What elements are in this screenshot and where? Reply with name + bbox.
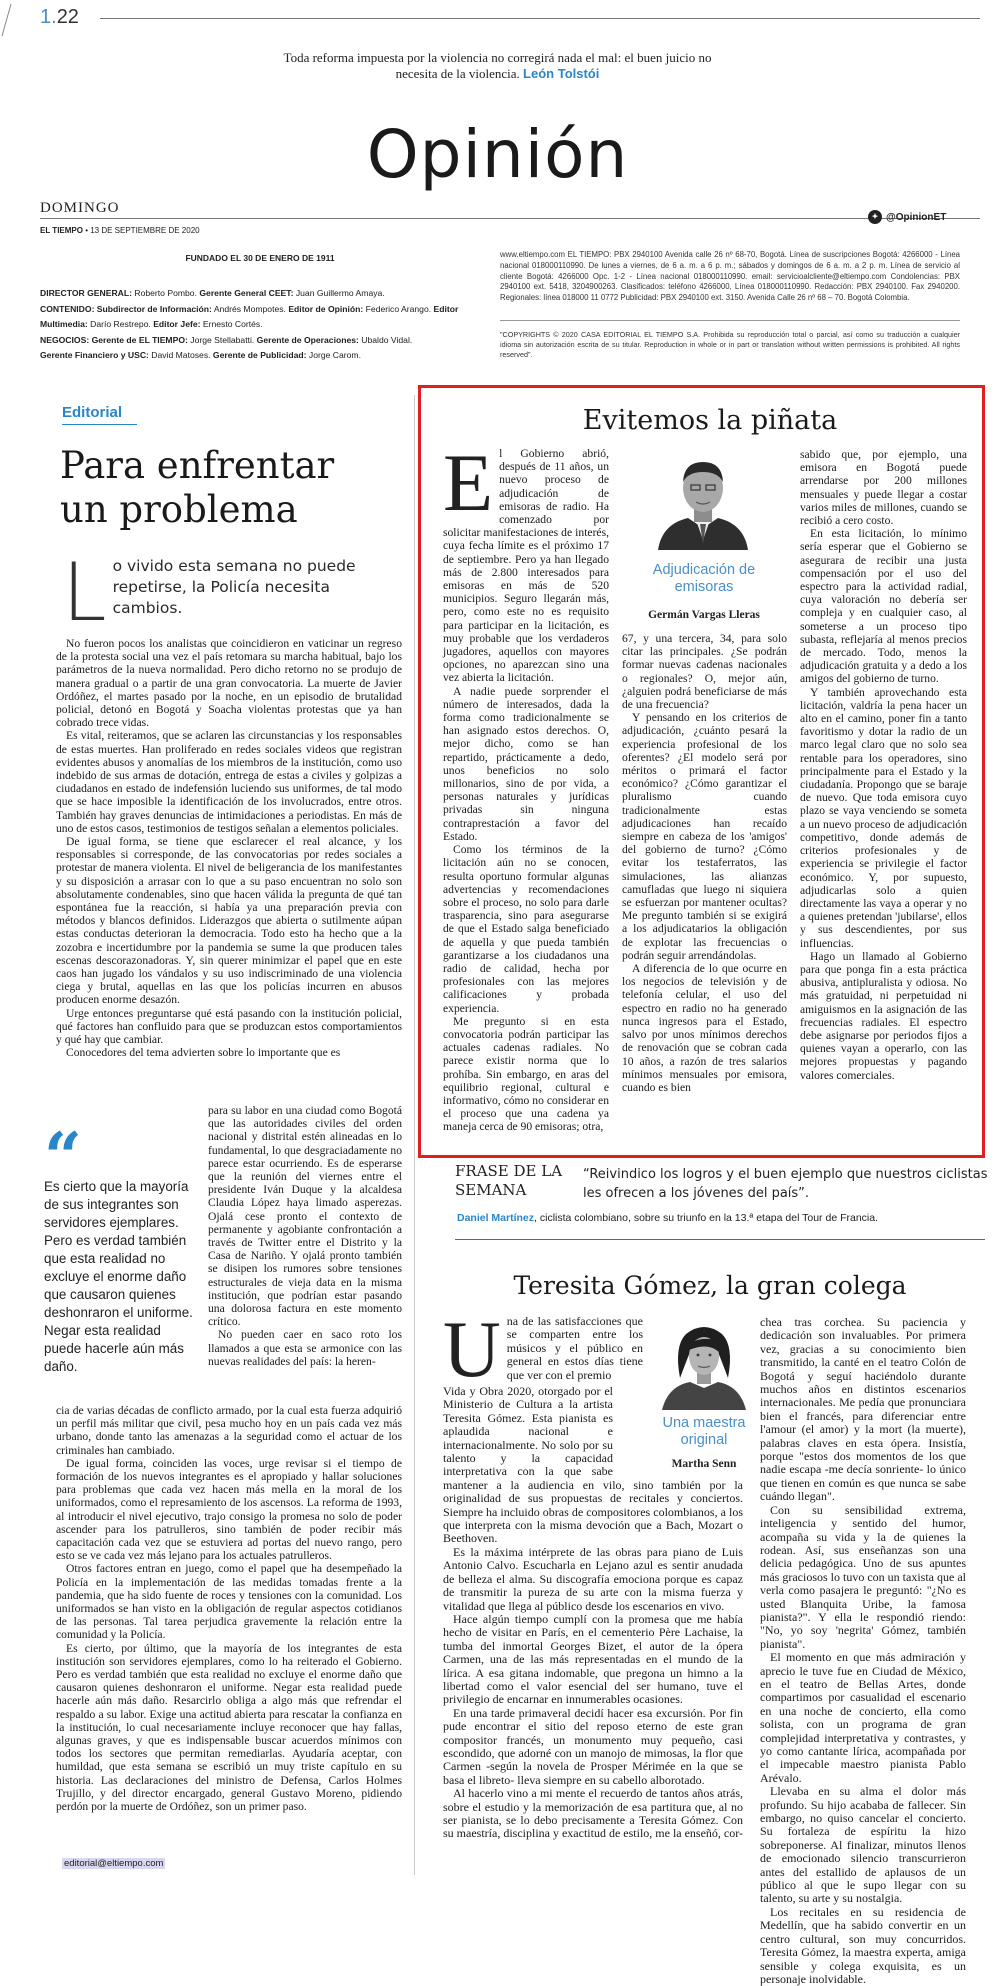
staff-name: Ubaldo Vidal. [361, 334, 413, 345]
editorial-lead [62, 546, 382, 639]
column1-col3 [800, 448, 967, 1142]
dateline [40, 226, 200, 235]
column2-title: Teresita Gómez, la gran colega [513, 1271, 907, 1300]
column1-paragraph: sabido que, por ejemplo, una emisora en Bogotá puede arrendarse por 200 millones mensuales y puede llegar a costar varios miles de millones, cuando se recibió a cero costo. [800, 448, 967, 528]
column2-paragraph: El momento en que más admiración y aprecio le tuve fue en Ciudad de México, en el teatro de Bellas Artes, donde compartimos por casualidad el escenario en una noche de concierto, ella como solista, con un programa de gran complejidad interpretativa y contrastes, y yo como cantante lírica, acompañada por el impecable maestro pianista Pablo Arévalo. [760, 1650, 966, 1785]
page-number [40, 6, 79, 29]
editorial-paragraph: Es vital, reiteramos, que se aclaren las circunstancias y los responsables de estas muertes. Han proliferado en redes sociales videos que registran evidentes abusos y anomalías de los miembros de la institución, como uso indebido de sus armas de dotación, entrega de estas a civiles y golpizas a ciudadanos en estado de indefensión luciendo sus uniformes, de tal modo que se hace imposible la identificación de los involucrados, entre otros. También hay graves denuncias de intimidaciones a periodistas. En más de uno de estos casos, testimonios de testigos señalan a elementos policiales. [56, 729, 402, 835]
column2-subtitle: Una maestra original [662, 1415, 746, 1448]
column1-title: Evitemos la piñata [582, 405, 838, 436]
column2-paragraph: Al hacerlo vino a mi mente el recuerdo de tantos años atrás, sobre el estudio y la memorización de esa partitura que, al no ser pianista, se lo debo precisamente a Teresita Gómez. Con su maestría, disciplina y exactitud de estilo, me la enseñó, cor- [443, 1786, 743, 1841]
twitter-handle-text: @OpinionET [886, 211, 947, 223]
staff-line-1 [40, 286, 480, 302]
column1-col1 [443, 437, 609, 1142]
column2-col1 [443, 1385, 743, 1877]
column2-paragraph: En una tarde primaveral decidí hacer esa excursión. Por fin pude encontrar el sitio del reposo eterno de este gran compositor francés, un monumento muy pequeño, casi escondido, que adorné con un manojo de mimosas, la flor que Carmen -según la novela de Prosper Mérimée en la que se basa el libreto- lleva siempre en su cabello alborotado. [443, 1705, 743, 1787]
column1-paragraph: A diferencia de lo que ocurre en los negocios de televisión y de telefonía celular, el uso del espectro en radio no ha generado nunca ingresos para el Estado, salvo por unos mínimos derechos de renovación que se cobran cada 10 años, a razón de tres salarios mínimos mensuales por emisora, cuando es bien [622, 962, 787, 1094]
staff-name: Roberto Pombo. [134, 288, 197, 298]
frase-box [455, 1162, 991, 1234]
editorial-paragraph: Urge entonces preguntarse qué está pasando con la institución policial, qué factores han confluido para que se produzcan estos comportamientos y qué hay que cambiar. [56, 1006, 402, 1047]
editorial-title: Para enfrentar un problema [60, 444, 335, 531]
day-label: DOMINGO [40, 200, 120, 216]
date-rule [40, 218, 980, 219]
frase-author: Daniel Martínez [457, 1212, 535, 1224]
editorial-paragraph: No fueron pocos los analistas que coincidieron en vaticinar un regreso de la protesta social una vez el país retomara su marcha habitual, bajo los parámetros de la nueva normalidad. Pero dicho retorno no se produjo de manera gradual o a partir de una gran convocatoria. La muerte de Javier Ordóñez, el martes pasado por la noche, en un episodio de brutalidad policial, detonó en Bogotá y Soacha violentas protestas que ya han cobrado trece vidas. [56, 637, 402, 730]
staff-name: David Matoses. [151, 350, 211, 360]
column1-lead [443, 437, 609, 685]
staff-name: Jorge Stellabatti. [190, 334, 255, 345]
staff-label: Gerente de Operaciones: [256, 334, 359, 345]
column2-paragraph: Los recitales en su residencia de Medellín, que ha sabido convertir en un centro cultural, son muy concurridos. Teresita Gómez, la maestra experta, amiga sensible y colega exquisita, es un personaje inolvidable. [760, 1904, 966, 1986]
editorial-email[interactable]: editorial@eltiempo.com [64, 1858, 164, 1869]
staff-name: Federico Arango. [365, 303, 432, 314]
editorial-lead-text: o vivido esta semana no puede repetirse, la Policía necesita cambios. [112, 557, 356, 617]
staff-name: Jorge Carom. [308, 350, 361, 360]
column1-lead-text: l Gobierno abrió, después de 11 años, un nuevo proceso de adjudicación de emisoras de radio. Ha comenzado por solicitar manifestaciones de interés, cuya fecha límite es el próximo 17 de septiembre. Pero ya han llegado más de 2.800 interesados para emisoras en más de 520 municipios. Seguro llegarán más, pero, como este no es requisito para participar en la licitación, es muy probable que los verdaderos jugadores, aquellos con mayores opciones, no aparezcan sino una vez abierta la licitación. [443, 447, 609, 685]
column2-author: Martha Senn [671, 1458, 737, 1470]
kicker-rule [62, 424, 137, 425]
twitter-icon: ✦ [868, 210, 882, 224]
column-separator [414, 395, 415, 1875]
column1-paragraph: Hago un llamado al Gobierno para que ponga fin a esta práctica abusiva, antipluralista y odiosa. No más gratuidad, ni perpetuidad ni amiguismos en la asignación de las frecuencias radiales. El espectro debe asignarse por periodos fijos a quienes vayan a operarlo, con las mejores propuestas y pagando valores comerciales. [800, 949, 967, 1082]
contact-block: www.eltiempo.com EL TIEMPO: PBX 2940100 Avenida calle 26 nº 68-70, Bogotá. Línea de suscripciones Bogotá: 4266000 - Línea nacional 018000110990. De lunes a viernes, de 6 a. m. a 6 p. m.; sábados y domingos de 6 a. m. a 2 p. m. Línea de servicio al cliente Bogotá: 4266000 Opc. 1-2 - Línea nacional 018000110990. email: servicioalcliente@eltiempo.com Condolencias: PBX 2940100 ext. 5418, 3204900263. Clasificados: teléfono 4266000, Línea 018000110990. Redacción: PBX 2940100. Fax 2940200. Regionales: línea 018000 11 0772 Publicidad: PBX 2940100 ext. 3150. Avenida Calle 26 nº 68 – 70. Bogotá Colombia. [500, 250, 960, 303]
top-rule [100, 18, 980, 19]
staff-label: Gerente General CEET: [199, 288, 294, 298]
editorial-paragraph: cia de varias décadas de conflicto armado, por la cual esta fuerza adquirió un perfil más militar que civil, pesa mucho hoy en un país cada vez más urbano, donde tanto las amenazas a la seguridad como el actuar de los criminales han cambiado. [56, 1404, 402, 1457]
brand-name: EL TIEMPO [40, 226, 83, 235]
editorial-paragraph: Otros factores entran en juego, como el papel que ha desempeñado la Policía en la implementación de las medidas tomadas frente a la pandemia, que ha sido fuente de roces y tensiones con la comunidad. Los uniformados se han visto en la obligación de regular aspectos cotidianos de las personas. Tal tarea perjudica gravemente la relación entre la comunidad y la Policía. [56, 1562, 402, 1642]
frase-rule [455, 1239, 985, 1240]
staff-line-4 [40, 348, 480, 364]
editorial-body-top [56, 637, 402, 1104]
masthead-staff [40, 286, 480, 364]
editorial-paragraph: De igual forma, se tiene que esclarecer el real alcance, y los responsables si corresponde, de las convocatorias por redes sociales a protestar de manera violenta. El nivel de beligerancia de los manifestantes y su disposición a arrasar con lo que a su paso encuentran no solo son absolutamente condenables, sino que hacen válida la pregunta de qué tan espontánea fue la reacción, si había ya una preparación previa con métodos y blancos definidos. Liderazgos que abierta o sutilmente aúpan estas conductas deterioran la democracia. Todo esto ha hecho que a la zozobra e incertidumbre por la pandemia se sume la que producen tales escenas descorazonadoras. Y, sin querer minimizar el papel que en este caos han jugado los vándalos y su uso indiscriminado de una violencia ciega y brutal, aquellas en las que los policías incurren en abusos producen enorme desazón. [56, 835, 402, 1007]
editorial-paragraph: De igual forma, coinciden las voces, urge revisar si el tiempo de formación de los nuevos integrantes es el apropiado y hallar soluciones para problemas que cada vez hacen más mella en la moral de los uniformados, como el represamiento de los ascensos. La reforma de 1993, al introducir el nivel ejecutivo, trajo consigo la promesa no solo de poder ascender para los patrulleros, sino también de poder recibir más capacitación cada vez que se estuviera ad portas del nuevo rango, pero esto se ve cada vez más lejano para los actuales patrulleros. [56, 1456, 402, 1563]
frase-quote: “Reivindico los logros y el buen ejemplo que nuestros ciclistas les ofrecen a los jóvenes del país”. [583, 1167, 988, 1201]
column2-paragraph: Hace algún tiempo cumplí con la promesa que me había hecho de visitar en París, en el cementerio Père Lachaise, la tumba del inmortal Georges Bizet, el autor de la ópera Carmen, una de las más representadas en el mundo de la lírica. A esa gitana indomable, que pregona un himno a la libertad como el valor esencial del ser humano, tuve el privilegio de encarnar en innumerables ocasiones. [443, 1611, 743, 1707]
staff-label: Gerente de Publicidad: [212, 350, 307, 360]
page-corner-mark [0, 0, 12, 40]
column1-col2 [622, 632, 787, 1142]
staff-name: Andrés Mompotes. [213, 303, 286, 314]
staff-label: DIRECTOR GENERAL: [40, 288, 132, 298]
frase-label: FRASE DE LA SEMANA [455, 1162, 563, 1199]
column1-paragraph: Y también aprovechando esta licitación, valdría la pena hacer un alto en el camino, poner fin a tanto favoritismo y dotar la radio de un marco legal claro que no solo sea rentable para los operadores, sino principalmente para el Estado y la ciudadanía. Propongo que se baraje de nuevo. Que toda emisora cuyo plazo se vaya venciendo se someta a un nuevo proceso de adjudicación competitivo, donde además de criterios profesionales y de experiencia se privilegie el factor económico. Y, por supuesto, adjudicarlas solo a quien directamente las vaya a operar y no a quienes pretendan 'jubilarse', ellos y sus descendientes, por sus influencias. [800, 685, 967, 950]
editorial-paragraph: para su labor en una ciudad como Bogotá que las autoridades civiles del orden nacional y distrital estén alineadas en lo fundamental, lo que desgraciadamente no parece estar ocurriendo. Es de esperarse que la reunión del viernes entre el presidente Iván Duque y la alcaldesa Claudia López haya limado asperezas. Ojalá cese pronto el contexto de permanente y agobiante confrontación a través de Twitter entre el Distrito y la Casa de Nariño. Y ojalá pronto también se disipen los rumores sobre tensiones estructurales de vieja data en la misma institución, que podrían estar pasando una dolorosa factura en este momento crítico. [208, 1104, 402, 1329]
staff-label: Editor Jefe: [153, 319, 201, 329]
staff-label: Editor Multimedia: [40, 303, 459, 329]
editorial-paragraph: Es cierto, por último, que la mayoría de los integrantes de esta institución son servidores ejemplares, como lo ha reiterado el Gobierno. Pero es verdad también que esta realidad no excluye el enorme daño que causaron quienes deshonraron el uniforme. Negar esta realidad puede hacerle aún más daño. Resarcirlo obliga a algo más que refrendar el respaldo a su labor. Exige una actitud abierta para rescatar la confianza en la institución, lo cual necesariamente incluye reconocer que hay fallas, algunas graves, y que es indispensable buscar acuerdos mínimos con todos los sectores que permitan remediarlas. Ayudaría aceptar, con humildad, que esta semana se escribió un muy triste capítulo en su historia. Las declaraciones del ministro de Defensa, Carlos Holmes Trujillo, y del director encargado, general Gustavo Moreno, pidiendo perdón por la muerte de Ordóñez, son un primer paso. [56, 1641, 402, 1814]
column2-paragraph: Llevaba en su alma el dolor más profundo. Su hijo acababa de fallecer. Sin embargo, no quiso cancelar el concierto. Su fortaleza de espíritu la hizo sobreponerse. Al finalizar, minutos llenos de emocionado silencio transcurrieron antes del estallido de aplausos de un público al que le supo llegar con su talento, su arte y su nostalgia. [760, 1784, 966, 1906]
column2-lead-text: na de las satisfacciones que se comparten entre los músicos y el público en general en estos días tiene que ver con el premio [506, 1314, 643, 1382]
editorial-body-narrow [208, 1104, 402, 1404]
frase-desc: , ciclista colombiano, sobre su triunfo en la 13.ª etapa del Tour de Francia. [534, 1212, 878, 1224]
founded-line: FUNDADO EL 30 DE ENERO DE 1911 [185, 253, 335, 263]
staff-label: Editor de Opinión: [288, 303, 364, 314]
editorial-paragraph: No pueden caer en saco roto los llamados a que esta se armonice con las nuevas realidades del país: la heren- [208, 1328, 402, 1368]
staff-label: Gerente Financiero y USC: [40, 350, 149, 360]
staff-name: Juan Guillermo Amaya. [295, 288, 385, 298]
staff-line-2 [40, 302, 480, 333]
author-photo [648, 448, 758, 550]
column1-author: Germán Vargas Lleras [648, 609, 760, 621]
twitter-handle[interactable] [868, 210, 946, 224]
contact-rule [500, 320, 960, 321]
staff-name: Ernesto Cortés. [202, 319, 263, 329]
frase-attribution [457, 1212, 987, 1224]
editorial-pullquote: Es cierto que la mayoría de sus integrantes son servidores ejemplares. Pero es verdad también que esta realidad no excluye el enorme daño que causaron quienes deshonraron el uniforme. Negar esta realidad puede hacerle aún más daño. [44, 1179, 193, 1374]
header-quote [275, 50, 720, 82]
editorial-body-bottom [56, 1404, 402, 1846]
section-title: Opinión [366, 116, 629, 193]
column2-dropcap: U [443, 1306, 501, 1394]
header-quote-text: Toda reforma impuesta por la violencia no corregirá nada el mal: el buen juicio no necesita de la violencia. [283, 50, 712, 81]
column2-paragraph: Vida y Obra 2020, otorgado por el Ministerio de Cultura a la artista Teresita Gómez. Esta pianista es aplaudida nacional e internacionalmente. No solo por su talento y la capacidad interpretativa con la que sabe mantener a la audiencia en vilo, sino también por la originalidad de sus propuestas de recitales y conciertos. Siempre ha incluido obras de compositores colombianos, a los que interpreta con la misma devoción que a Bach, Mozart o Beethoven. [443, 1384, 743, 1546]
quote-mark-icon: “ [44, 1118, 82, 1196]
page-number-prefix: 1. [40, 6, 57, 28]
column2-paragraph: chea tras corchea. Su paciencia y dedicación son invaluables. Por primera vez, gracias a su conocimiento bien transmitido, la canté en el teatro Colón de Bogotá y seguí haciéndolo durante muchos años en distintos escenarios internacionales. Me pedía que pronunciara bien el francés, para diferenciar entre l'amour (el amor) y la mort (la muerte), palabras claves en esta ópera. Insistía, porque "estos dos momentos de los que nadie escapa -me decía sonriente- lo único que tienen en común es que nunca se sabe cuándo llegan". [760, 1315, 966, 1504]
page-number-value: 22 [56, 6, 79, 28]
editorial-paragraph: Conocedores del tema advierten sobre lo importante que es [66, 1046, 341, 1060]
column1-paragraph: A nadie puede sorprender el número de interesados, dada la forma como tradicionalmente se han asignado estos derechos. O, mejor dicho, como se han repartido, prácticamente a dedo, unos beneficios no solo millonarios, sino de por vida, a personas naturales y jurídicas privadas sin ninguna contraprestación a favor del Estado. [443, 684, 609, 843]
column1-paragraph: Y pensando en los criterios de adjudicación, ¿cuánto pesará la experiencia profesional de los oferentes? ¿El modelo será por méritos o primará el factor económico? ¿Cómo garantizar el pluralismo cuando tradicionalmente estas adjudicaciones han recaído siempre en cabeza de los 'amigos' del gobierno de turno? ¿Cómo evitar los testaferratos, las simulaciones, las alianzas camufladas que luego ni siquiera se esfuerzan por mantener ocultas? Me pregunto también si se exigirá a los adjudicatarios la obligación de explotar las frecuencias o podrán seguir arrendándolas. [622, 711, 787, 962]
staff-name: Darío Restrepo. [90, 319, 151, 329]
column1-paragraph: 67, y una tercera, 34, para solo citar las principales. ¿Se podrán formar nuevas cadenas nacionales o regionales? O, mejor aún, ¿alguien podrá beneficiarse de más de una frecuencia? [622, 632, 787, 712]
column1-paragraph: Me pregunto si en esta convocatoria podrán participar las actuales cadenas radiales. No parece existir norma que lo prohíba. Sin embargo, en aras del equilibrio regional, cultural e informativo, cómo no considerar en el proceso que una cadena ya maneja cerca de 90 emisoras; otra, [443, 1014, 609, 1134]
edition-date: • 13 DE SEPTIEMBRE DE 2020 [82, 226, 200, 235]
staff-label: CONTENIDO: Subdirector de Información: [40, 303, 212, 314]
column2-lead [443, 1306, 643, 1394]
photo-float-space [613, 1385, 743, 1477]
header-quote-author: León Tolstói [523, 66, 600, 81]
column1-subtitle: Adjudicación de emisoras [652, 562, 756, 595]
column2-paragraph: Con su sensibilidad extrema, inteligencia y sentido del humor, acompaña su vida y la de quienes la rodean. Así, sus enseñanzas son una delicia pedagógica. Uno de sus apuntes más graciosos lo tuvo con un taxista que al verla como pasajera le preguntó: "¿No es usted Blanquita Uribe, la famosa pianista?". Y ella le respondió riendo: "No, yo soy 'negrita' Gómez, también pianista". [760, 1502, 966, 1651]
editorial-dropcap: L [62, 546, 107, 639]
column1-paragraph: Como los términos de la licitación aún no se conocen, resulta oportuno formular algunas advertencias y recomendaciones sobre el proceso, no solo para darle trasparencia, sino para asegurarse de que el Estado salga beneficiado de aquella y que pueda también garantizarse a los ciudadanos una radio de calidad, hecha por profesionales con las mejores calificaciones y probada experiencia. [443, 843, 609, 1015]
column2-col2 [760, 1315, 966, 1986]
column1-paragraph: En esta licitación, lo mínimo sería esperar que el Gobierno se asegurara de recibir una justa compensación por el uso del espectro para la actividad radial, cuya valoración no debería ser compleja y en cualquier caso, al someterse a un proceso tipo subasta, reflejaría al menos precios de mercado. Todo, menos la adjudicación gratuita y a dedo a los amigos del gobierno de turno. [800, 527, 967, 686]
copyright-block: "COPYRIGHTS © 2020 CASA EDITORIAL EL TIEMPO S.A. Prohibida su reproducción total o parcial, así como su traducción a cualquier idioma sin autorización escrita de su titular. Reproduction in whole or in part or translation without written permissions is prohibited. All rights reserved". [500, 330, 960, 359]
editorial-kicker: Editorial [62, 404, 123, 421]
column2-paragraph: Es la máxima intérprete de las obras para piano de Luis Antonio Calvo. Escucharla en Lejano azul es sentir anudada de belleza el alma. Su discografía emociona porque es capaz de transmitir la pureza de su arte con la misma fuerza y vitalidad que llega al público desde los escenarios en vivo. [443, 1544, 743, 1613]
staff-line-3 [40, 333, 480, 349]
staff-label: NEGOCIOS: Gerente de EL TIEMPO: [40, 334, 188, 345]
column1-dropcap: E [443, 437, 494, 528]
